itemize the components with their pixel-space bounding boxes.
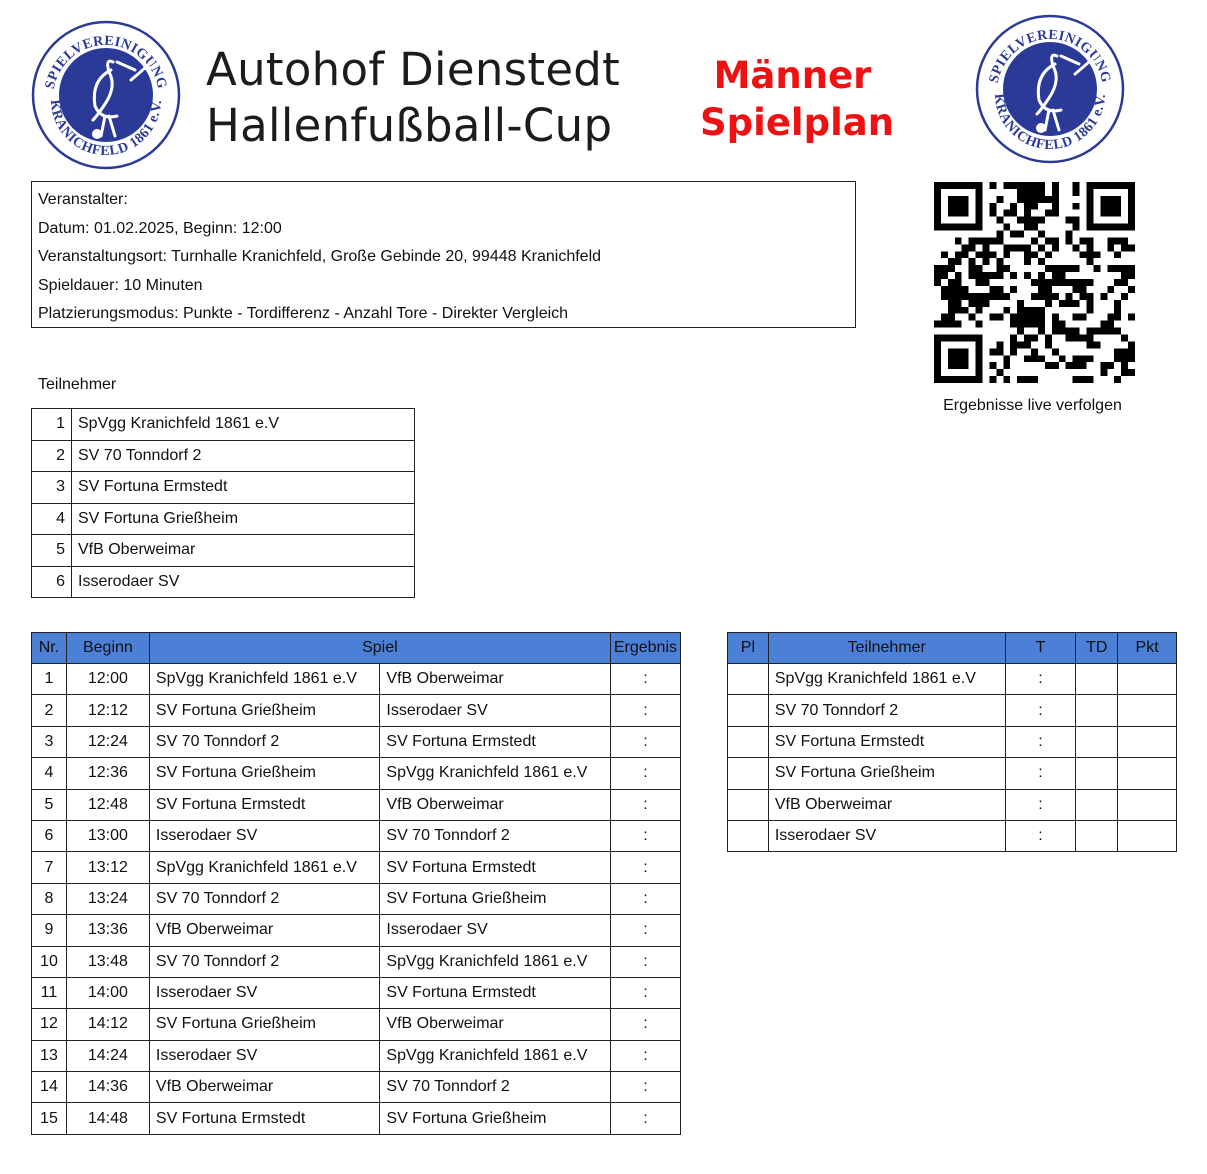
match-time: 13:00 — [66, 820, 149, 851]
match-row — [32, 789, 681, 820]
match-away-team: SpVgg Kranichfeld 1861 e.V — [380, 758, 611, 789]
header-nr: Nr. — [32, 633, 67, 664]
match-row — [32, 664, 681, 695]
match-home-team: SV Fortuna Ermstedt — [149, 1103, 380, 1134]
match-away-team: SpVgg Kranichfeld 1861 e.V — [380, 946, 611, 977]
match-row — [32, 852, 681, 883]
match-away-team: SV Fortuna Grießheim — [380, 1103, 611, 1134]
participant-number: 4 — [32, 503, 72, 535]
category-badge — [700, 52, 895, 146]
match-time: 14:12 — [66, 1009, 149, 1040]
match-number: 4 — [32, 758, 67, 789]
match-number: 7 — [32, 852, 67, 883]
participant-row — [32, 535, 415, 567]
match-time: 14:00 — [66, 977, 149, 1008]
match-time: 13:48 — [66, 946, 149, 977]
match-away-team: VfB Oberweimar — [380, 664, 611, 695]
match-result: : — [610, 977, 680, 1008]
title-line-2: Hallenfußball-Cup — [206, 99, 613, 152]
participant-row — [32, 440, 415, 472]
qr-code-icon[interactable] — [934, 182, 1135, 383]
standings-points — [1118, 695, 1177, 726]
standings-row — [728, 758, 1177, 789]
match-time: 14:48 — [66, 1103, 149, 1134]
club-logo-left — [31, 20, 181, 170]
participant-team: VfB Oberweimar — [72, 535, 415, 567]
match-away-team: SV Fortuna Ermstedt — [380, 977, 611, 1008]
match-away-team: SV Fortuna Ermstedt — [380, 852, 611, 883]
match-time: 13:36 — [66, 915, 149, 946]
participant-team: SpVgg Kranichfeld 1861 e.V — [72, 409, 415, 441]
match-number: 5 — [32, 789, 67, 820]
match-number: 15 — [32, 1103, 67, 1134]
match-home-team: SV Fortuna Grießheim — [149, 695, 380, 726]
participants-label: Teilnehmer — [38, 376, 117, 393]
participant-row — [32, 566, 415, 598]
match-result: : — [610, 915, 680, 946]
match-row — [32, 946, 681, 977]
standings-team: Isserodaer SV — [768, 820, 1005, 851]
crane-logo-icon — [31, 20, 181, 170]
match-row — [32, 1103, 681, 1134]
match-row — [32, 1040, 681, 1071]
participant-number: 1 — [32, 409, 72, 441]
match-home-team: SpVgg Kranichfeld 1861 e.V — [149, 664, 380, 695]
match-home-team: Isserodaer SV — [149, 977, 380, 1008]
schedule-table — [31, 632, 681, 1135]
match-home-team: VfB Oberweimar — [149, 1072, 380, 1103]
participant-team: SV Fortuna Ermstedt — [72, 472, 415, 504]
participants-table — [31, 408, 415, 598]
standings-points — [1118, 820, 1177, 851]
match-time: 12:36 — [66, 758, 149, 789]
match-away-team: SV 70 Tonndorf 2 — [380, 820, 611, 851]
header-goals: T — [1005, 633, 1076, 664]
match-home-team: VfB Oberweimar — [149, 915, 380, 946]
match-result: : — [610, 1040, 680, 1071]
standings-points — [1118, 664, 1177, 695]
standings-row — [728, 664, 1177, 695]
badge-line-2: Spielplan — [700, 101, 895, 144]
match-away-team: SpVgg Kranichfeld 1861 e.V — [380, 1040, 611, 1071]
match-number: 12 — [32, 1009, 67, 1040]
event-info-box — [31, 181, 856, 328]
logo-top-text: SPIELVEREINIGUNG — [42, 33, 170, 91]
match-home-team: SpVgg Kranichfeld 1861 e.V — [149, 852, 380, 883]
match-home-team: SV 70 Tonndorf 2 — [149, 726, 380, 757]
participant-number: 6 — [32, 566, 72, 598]
logo-bottom-text: KRANICHFELD 1861 e.V. — [990, 92, 1110, 154]
match-row — [32, 758, 681, 789]
match-number: 11 — [32, 977, 67, 1008]
logo-bottom-text: KRANICHFELD 1861 e.V. — [46, 98, 166, 160]
standings-diff — [1076, 758, 1118, 789]
header-diff: TD — [1076, 633, 1118, 664]
page-title — [206, 42, 620, 154]
standings-table — [727, 632, 1177, 852]
participant-number: 5 — [32, 535, 72, 567]
club-logo-right — [975, 14, 1125, 164]
participant-team: SV Fortuna Grießheim — [72, 503, 415, 535]
match-away-team: SV Fortuna Ermstedt — [380, 726, 611, 757]
match-time: 12:12 — [66, 695, 149, 726]
participant-number: 3 — [32, 472, 72, 504]
standings-team: SpVgg Kranichfeld 1861 e.V — [768, 664, 1005, 695]
match-time: 12:24 — [66, 726, 149, 757]
participant-team: SV 70 Tonndorf 2 — [72, 440, 415, 472]
match-row — [32, 883, 681, 914]
standings-row — [728, 726, 1177, 757]
match-home-team: SV Fortuna Grießheim — [149, 758, 380, 789]
title-line-1: Autohof Dienstedt — [206, 43, 621, 96]
participant-row — [32, 503, 415, 535]
match-row — [32, 695, 681, 726]
match-result: : — [610, 726, 680, 757]
standings-goals: : — [1005, 789, 1076, 820]
participant-row — [32, 472, 415, 504]
match-number: 8 — [32, 883, 67, 914]
match-home-team: Isserodaer SV — [149, 820, 380, 851]
standings-points — [1118, 789, 1177, 820]
match-number: 1 — [32, 664, 67, 695]
standings-goals: : — [1005, 695, 1076, 726]
standings-row — [728, 695, 1177, 726]
standings-place — [728, 789, 769, 820]
participant-team: Isserodaer SV — [72, 566, 415, 598]
standings-row — [728, 789, 1177, 820]
match-home-team: SV 70 Tonndorf 2 — [149, 883, 380, 914]
match-result: : — [610, 946, 680, 977]
standings-diff — [1076, 695, 1118, 726]
header-team: Teilnehmer — [768, 633, 1005, 664]
match-result: : — [610, 758, 680, 789]
match-result: : — [610, 852, 680, 883]
standings-place — [728, 758, 769, 789]
standings-place — [728, 664, 769, 695]
match-home-team: Isserodaer SV — [149, 1040, 380, 1071]
match-away-team: Isserodaer SV — [380, 915, 611, 946]
match-result: : — [610, 1009, 680, 1040]
header-game: Spiel — [149, 633, 610, 664]
standings-points — [1118, 758, 1177, 789]
match-away-team: Isserodaer SV — [380, 695, 611, 726]
match-row — [32, 820, 681, 851]
match-away-team: SV Fortuna Grießheim — [380, 883, 611, 914]
match-number: 3 — [32, 726, 67, 757]
match-result: : — [610, 820, 680, 851]
participant-number: 2 — [32, 440, 72, 472]
standings-diff — [1076, 789, 1118, 820]
match-result: : — [610, 1103, 680, 1134]
header-result: Ergebnis — [610, 633, 680, 664]
standings-goals: : — [1005, 758, 1076, 789]
match-number: 6 — [32, 820, 67, 851]
match-number: 9 — [32, 915, 67, 946]
match-time: 12:48 — [66, 789, 149, 820]
info-organizer: Veranstalter: — [38, 191, 128, 208]
match-number: 14 — [32, 1072, 67, 1103]
match-result: : — [610, 664, 680, 695]
match-row — [32, 1072, 681, 1103]
standings-goals: : — [1005, 820, 1076, 851]
standings-team: VfB Oberweimar — [768, 789, 1005, 820]
match-home-team: SV Fortuna Grießheim — [149, 1009, 380, 1040]
match-row — [32, 1009, 681, 1040]
standings-team: SV Fortuna Ermstedt — [768, 726, 1005, 757]
match-home-team: SV 70 Tonndorf 2 — [149, 946, 380, 977]
info-date: Datum: 01.02.2025, Beginn: 12:00 — [38, 219, 282, 237]
match-row — [32, 726, 681, 757]
standings-diff — [1076, 664, 1118, 695]
header-place: Pl — [728, 633, 769, 664]
match-result: : — [610, 695, 680, 726]
match-away-team: SV 70 Tonndorf 2 — [380, 1072, 611, 1103]
match-time: 13:12 — [66, 852, 149, 883]
qr-code[interactable] — [934, 182, 1135, 383]
standings-row — [728, 820, 1177, 851]
match-time: 13:24 — [66, 883, 149, 914]
match-away-team: VfB Oberweimar — [380, 1009, 611, 1040]
participant-row — [32, 409, 415, 441]
standings-team: SV Fortuna Grießheim — [768, 758, 1005, 789]
match-time: 14:24 — [66, 1040, 149, 1071]
standings-points — [1118, 726, 1177, 757]
standings-diff — [1076, 726, 1118, 757]
match-result: : — [610, 883, 680, 914]
match-number: 10 — [32, 946, 67, 977]
match-row — [32, 977, 681, 1008]
info-venue: Veranstaltungsort: Turnhalle Kranichfeld, Große Gebinde 20, 99448 Kranichfeld — [38, 248, 602, 265]
match-away-team: VfB Oberweimar — [380, 789, 611, 820]
info-ranking: Platzierungsmodus: Punkte - Tordifferenz - Anzahl Tore - Direkter Vergleich — [38, 305, 569, 322]
match-result: : — [610, 1072, 680, 1103]
standings-goals: : — [1005, 664, 1076, 695]
standings-place — [728, 695, 769, 726]
match-result: : — [610, 789, 680, 820]
match-number: 2 — [32, 695, 67, 726]
logo-top-text: SPIELVEREINIGUNG — [986, 27, 1114, 85]
standings-team: SV 70 Tonndorf 2 — [768, 695, 1005, 726]
match-time: 14:36 — [66, 1072, 149, 1103]
header-start: Beginn — [66, 633, 149, 664]
standings-place — [728, 820, 769, 851]
standings-place — [728, 726, 769, 757]
info-duration: Spieldauer: 10 Minuten — [38, 276, 203, 294]
match-number: 13 — [32, 1040, 67, 1071]
match-time: 12:00 — [66, 664, 149, 695]
match-row — [32, 915, 681, 946]
crane-logo-icon — [975, 14, 1125, 164]
standings-goals: : — [1005, 726, 1076, 757]
badge-line-1: Männer — [713, 54, 872, 97]
header-points: Pkt — [1118, 633, 1177, 664]
qr-caption: Ergebnisse live verfolgen — [943, 397, 1122, 414]
match-home-team: SV Fortuna Ermstedt — [149, 789, 380, 820]
standings-diff — [1076, 820, 1118, 851]
